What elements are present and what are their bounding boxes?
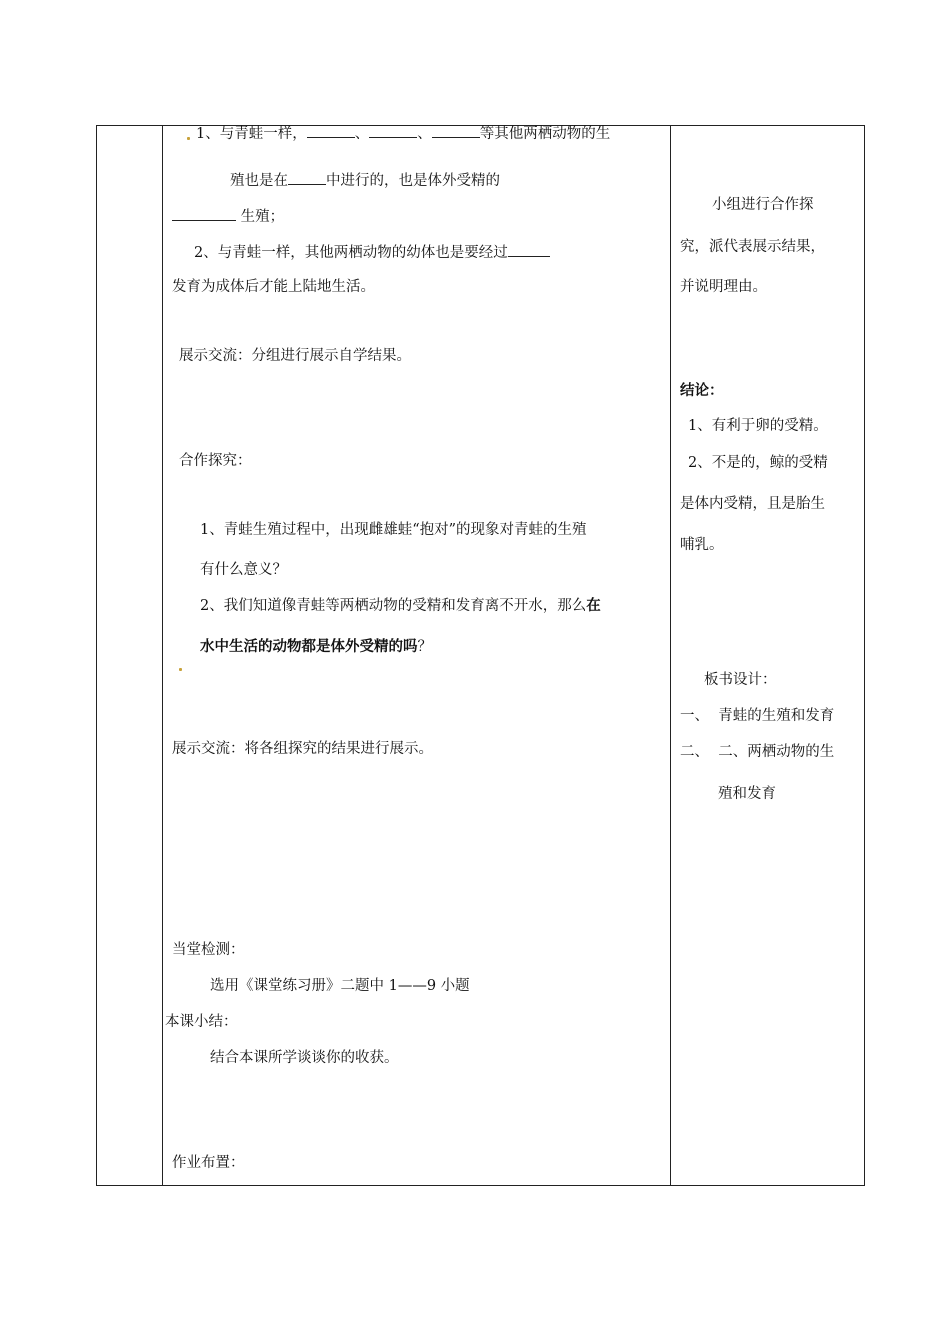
- coop-q2-line2: 水中生活的动物都是体外受精的吗？: [200, 638, 432, 655]
- classroom-test-title: 当堂检测：: [172, 942, 245, 958]
- conclusion-1: 1、有利于卵的受精。: [688, 418, 828, 434]
- column-divider-1: [162, 126, 163, 1185]
- coop-q1-line2: 有什么意义？: [200, 562, 287, 578]
- coop-q2-line1: 2、我们知道像青蛙等两栖动物的受精和发育离不开水，那么在: [200, 597, 601, 614]
- blank: [172, 206, 236, 221]
- board-design-title: 板书设计：: [704, 672, 777, 688]
- blank: [432, 123, 480, 138]
- blank: [508, 242, 550, 257]
- conclusion-title: 结论：: [680, 382, 724, 399]
- blank: [369, 123, 417, 138]
- classroom-test-body: 选用《课堂练习册》二题中 1——9 小题: [210, 978, 470, 994]
- board-item-2-line1: 二、 二、两栖动物的生: [680, 744, 835, 760]
- conclusion-2-line3: 哺乳。: [680, 537, 724, 553]
- stray-dot: [187, 137, 190, 140]
- cooperation-title: 合作探究：: [179, 453, 252, 469]
- homework-title: 作业布置：: [172, 1155, 245, 1171]
- q2-line1: 2、与青蛙一样，其他两栖动物的幼体也是要经过: [194, 242, 550, 263]
- stray-dot: [179, 668, 182, 671]
- q2-line2: 发育为成体后才能上陆地生活。: [172, 279, 375, 295]
- q1-line3: 生殖；: [172, 206, 284, 227]
- board-item-2-line2: 殖和发育: [718, 786, 776, 802]
- group-work-line1: 小组进行合作探: [712, 197, 814, 213]
- board-item-1: 一、 青蛙的生殖和发育: [680, 708, 835, 724]
- q1-line1: 1、与青蛙一样， 、 、 等其他两栖动物的生: [196, 123, 610, 144]
- q1-line2: 殖也是在 中进行的，也是体外受精的: [230, 170, 500, 191]
- conclusion-2-line1: 2、不是的，鲸的受精: [688, 455, 828, 471]
- show-exchange-2: 展示交流：将各组探究的结果进行展示。: [172, 741, 433, 757]
- coop-q1-line1: 1、青蛙生殖过程中，出现雌雄蛙“抱对”的现象对青蛙的生殖: [200, 522, 587, 538]
- lesson-summary-body: 结合本课所学谈谈你的收获。: [210, 1050, 399, 1066]
- lesson-summary-title: 本课小结：: [165, 1014, 238, 1030]
- blank: [307, 123, 355, 138]
- column-divider-2: [670, 126, 671, 1185]
- group-work-line2: 究，派代表展示结果，: [680, 239, 825, 255]
- show-exchange-1: 展示交流：分组进行展示自学结果。: [179, 348, 411, 364]
- blank: [288, 170, 326, 185]
- conclusion-2-line2: 是体内受精，且是胎生: [680, 496, 825, 512]
- group-work-line3: 并说明理由。: [680, 279, 767, 295]
